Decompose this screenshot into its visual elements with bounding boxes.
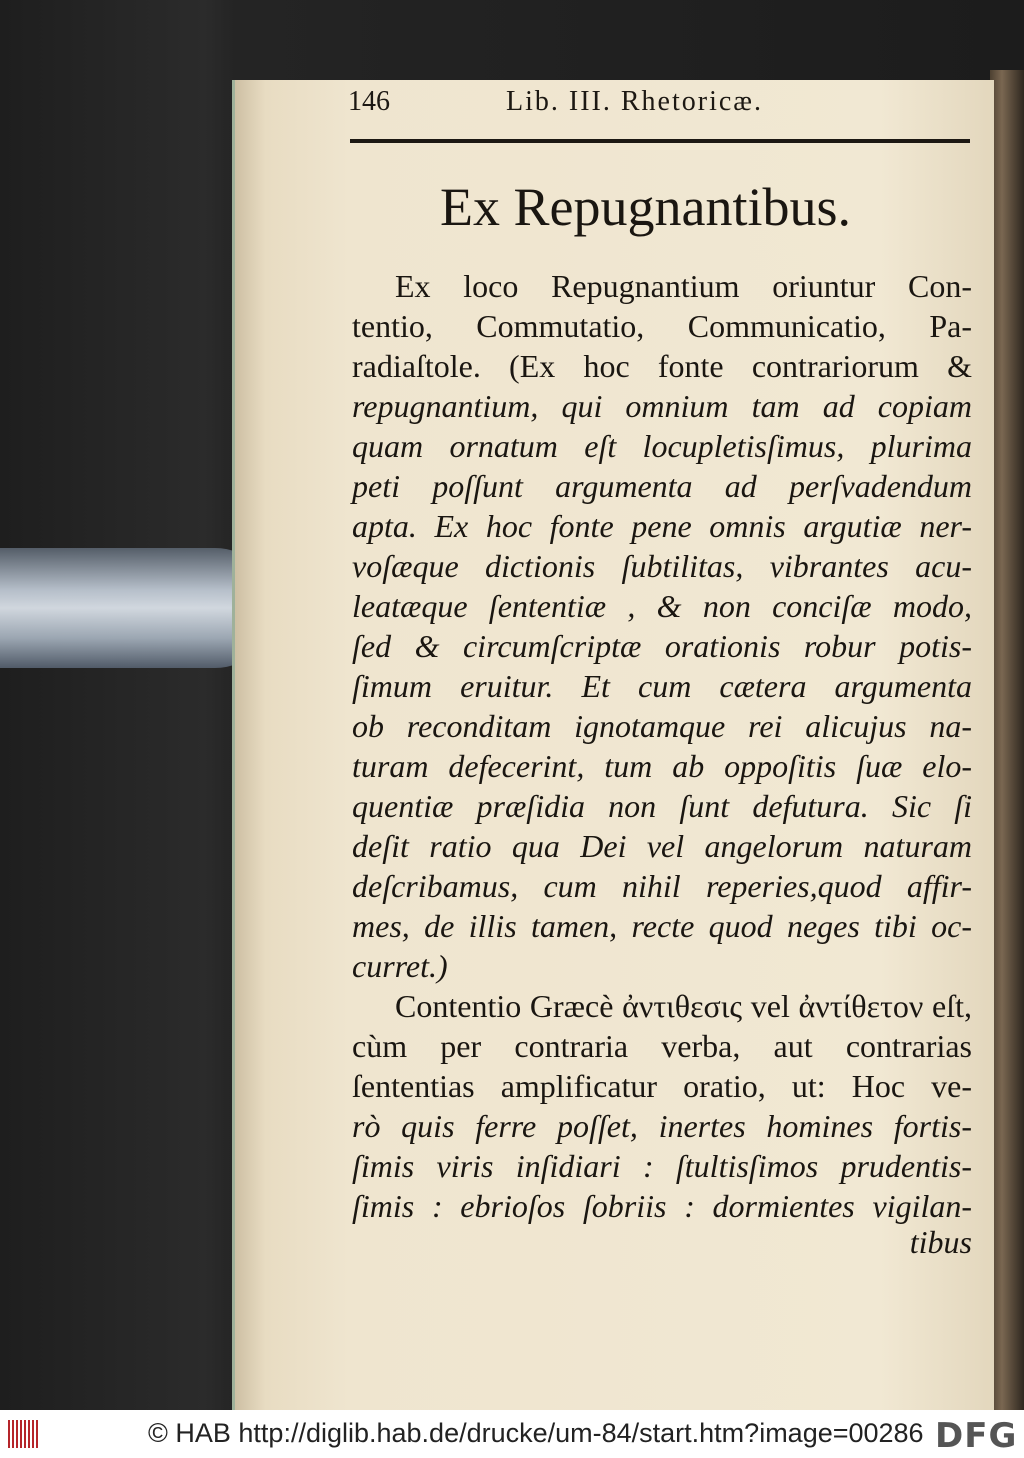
text-line: radiaſtole. (Ex hoc fonte contrariorum & bbox=[352, 348, 972, 384]
catchword: tibus bbox=[909, 1224, 972, 1260]
text-line: turam defecerint, tum ab oppoſitis ſuæ elo- bbox=[352, 748, 972, 784]
text-line: tentio, Commutatio, Communicatio, Pa- bbox=[352, 308, 972, 344]
text-line: Ex loco Repugnantium oriuntur Con- bbox=[395, 268, 972, 304]
text-line: cùm per contraria verba, aut contrarias bbox=[352, 1028, 972, 1064]
text-line: leatæque ſententiæ , & non conciſæ modo, bbox=[352, 588, 972, 624]
text-line: ſententias amplificatur oratio, ut: Hoc ve- bbox=[352, 1068, 972, 1104]
text-line: quam ornatum eſt locupletisſimus, plurima bbox=[352, 428, 972, 464]
dfg-logo: DFG bbox=[935, 1416, 1018, 1456]
text-line: deſcribamus, cum nihil reperies,quod affir- bbox=[352, 868, 972, 904]
hab-logo-icon bbox=[8, 1420, 38, 1448]
text-line: ſimum eruitur. Et cum cætera argumenta bbox=[352, 668, 972, 704]
footer-copyright-link[interactable]: © HAB http://diglib.hab.de/drucke/um-84/start.htm?image=00286 bbox=[148, 1418, 924, 1448]
section-title: Ex Repugnantibus. bbox=[440, 177, 851, 237]
text-line: quentiæ præſidia non ſunt defutura. Sic ſi bbox=[352, 788, 972, 824]
footer-bar bbox=[0, 1410, 1024, 1458]
text-line: deſit ratio qua Dei vel angelorum naturam bbox=[352, 828, 972, 864]
text-line: voſæque dictionis ſubtilitas, vibrantes acu- bbox=[352, 548, 972, 584]
text-line: ſed & circumſcriptæ orationis robur potis- bbox=[352, 628, 972, 664]
text-line: ſimis : ebrioſos ſobriis : dormientes vigilan- bbox=[352, 1188, 972, 1224]
running-title: Lib. III. Rhetoricæ. bbox=[506, 86, 763, 117]
text-line: Contentio Græcè ἀντιθεσις vel ἀντίθετον eſt, bbox=[395, 988, 972, 1024]
text-line: rò quis ferre poſſet, inertes homines fortis- bbox=[352, 1108, 972, 1144]
text-line: apta. Ex hoc fonte pene omnis argutiæ ner- bbox=[352, 508, 972, 544]
book-edge bbox=[990, 70, 1024, 1410]
text-line: mes, de illis tamen, recte quod neges tibi oc- bbox=[352, 908, 972, 944]
text-line: ſimis viris inſidiari : ſtultisſimos prudentis- bbox=[352, 1148, 972, 1184]
text-line: repugnantium, qui omnium tam ad copiam bbox=[352, 388, 972, 424]
header-rule bbox=[350, 139, 970, 143]
text-line: peti poſſunt argumenta ad perſvadendum bbox=[352, 468, 972, 504]
text-line: curret.) bbox=[352, 948, 448, 984]
page-number: 146 bbox=[348, 86, 390, 117]
text-line: ob reconditam ignotamque rei alicujus na- bbox=[352, 708, 972, 744]
running-head bbox=[348, 86, 968, 126]
